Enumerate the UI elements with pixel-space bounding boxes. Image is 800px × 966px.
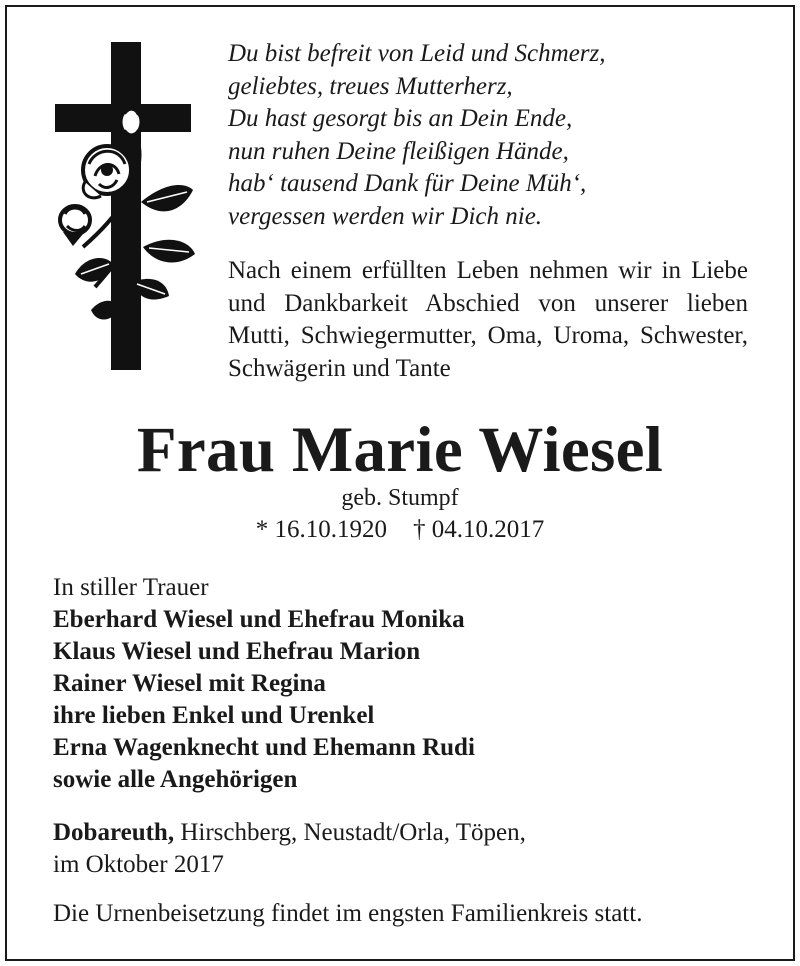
poem-line: hab‘ tausend Dank für Deine Müh‘, (228, 170, 587, 197)
notice-date: im Oktober 2017 (53, 851, 224, 878)
poem-line: geliebtes, treues Mutterherz, (228, 72, 513, 100)
poem-line: vergessen werden wir Dich nie. (228, 202, 543, 230)
maiden-name: geb. Stumpf (341, 485, 459, 511)
mourners-heading: In stiller Trauer (53, 574, 209, 601)
burial-note: Die Urnenbeisetzung findet im engsten Familienkreis statt. (53, 900, 643, 927)
place-and-date (53, 817, 526, 881)
mourner-entry: Klaus Wiesel und Ehefrau Marion (53, 638, 421, 665)
poem-line: Du hast gesorgt bis an Dein Ende, (228, 105, 573, 132)
mourner-entry: Rainer Wiesel mit Regina (53, 670, 326, 697)
mourner-entry: Erna Wagenknecht und Ehemann Rudi (53, 734, 475, 761)
poem-line: Du bist befreit von Leid und Schmerz, (228, 40, 606, 67)
poem (228, 38, 758, 233)
place-town: Dobareuth, (53, 819, 175, 846)
cross-with-rose-icon (55, 42, 200, 372)
life-dates (0, 514, 800, 546)
poem-line: nun ruhen Deine fleißigen Hände, (228, 137, 569, 165)
death-date: † 04.10.2017 (413, 516, 545, 543)
birth-date: * 16.10.1920 (255, 516, 387, 543)
mourner-entry: ihre lieben Enkel und Urenkel (53, 702, 375, 729)
place-line (53, 817, 526, 849)
mourner-entry: Eberhard Wiesel und Ehefrau Monika (53, 606, 465, 633)
mourner-entry: sowie alle Angehörigen (53, 766, 298, 793)
place-others: Hirschberg, Neustadt/Orla, Töpen, (174, 819, 526, 846)
intro-paragraph: Nach einem erfüllten Leben nehmen wir in Liebe und Dankbarkeit Abschied von unserer lieben Mutti, Schwiegermutter, Oma, Uroma, Schwester, Schwägerin und Tante (228, 257, 748, 382)
mourners-list (53, 572, 475, 796)
deceased-name: Frau Marie Wiesel (136, 414, 664, 486)
